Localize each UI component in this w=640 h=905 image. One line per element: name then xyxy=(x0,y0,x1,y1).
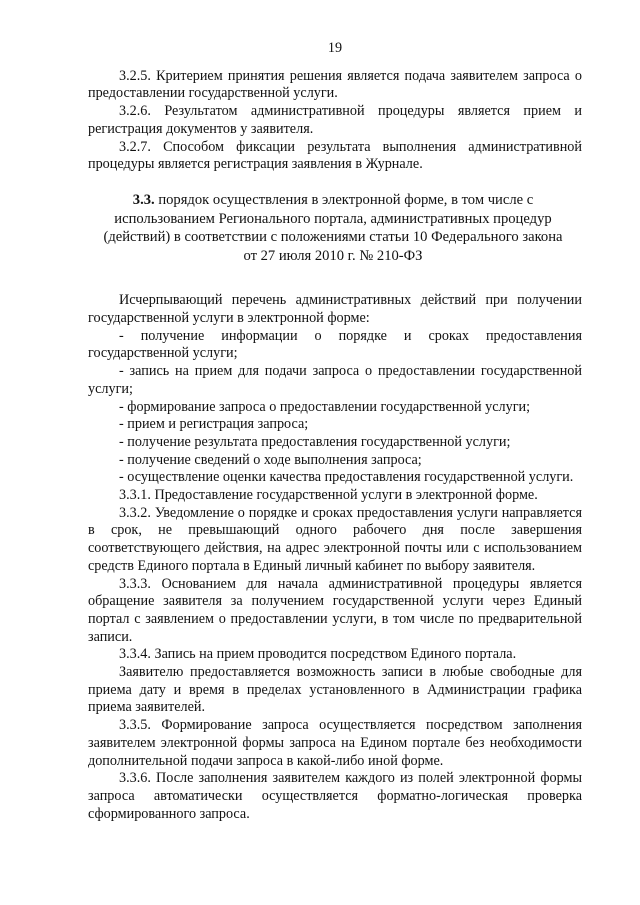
list-item: - осуществление оценки качества предоставления государственной услуги. xyxy=(119,469,574,486)
list-item: - прием и регистрация запроса; xyxy=(119,416,309,433)
paragraphs-after xyxy=(88,292,582,823)
page-number: 19 xyxy=(327,40,343,56)
paragraph-3-3-5: 3.3.5. Формирование запроса осуществляется посредством заполнения заявителем электронной формы запроса на Едином портале без необходимости дополнительной подачи запроса в какой-либо иной форме. xyxy=(88,717,582,769)
list-item: - получение сведений о ходе выполнения запроса; xyxy=(119,451,422,468)
paragraph-3-3-2: 3.3.2. Уведомление о порядке и сроках предоставления услуги направляется в срок, не превышающий одного рабочего дня после завершения соответствующего действия, на адрес электронной почты или с использованием средств Единого портала в Единый личный кабинет по выбору заявителя. xyxy=(88,504,582,574)
paragraph-3-3-1: 3.3.1. Предоставление государственной услуги в электронной форме. xyxy=(119,487,538,504)
paragraph-3-2-6: 3.2.6. Результатом административной процедуры является прием и регистрация документов у заявителя. xyxy=(88,103,582,137)
section-title xyxy=(102,191,564,265)
list-item: - получение информации о порядке и сроках предоставления государственной услуги; xyxy=(88,327,582,362)
list-item: - получение результата предоставления государственной услуги; xyxy=(119,433,511,450)
list-item: - формирование запроса о предоставлении государственной услуги; xyxy=(119,398,531,415)
paragraphs-before xyxy=(88,68,582,174)
paragraph-3-2-7: 3.2.7. Способом фиксации результата выполнения административной процедуры является регистрация заявления в Журнале. xyxy=(88,138,582,173)
section-number: 3.3. xyxy=(132,191,155,208)
list-item: - запись на прием для подачи запроса о предоставлении государственной услуги; xyxy=(88,363,582,397)
paragraph-3-3-4: 3.3.4. Запись на прием проводится посредством Единого портала. xyxy=(119,646,517,663)
paragraph-3-3-6: 3.3.6. После заполнения заявителем каждого из полей электронной формы запроса автоматически осуществляется форматно-логическая проверка сформированного запроса. xyxy=(88,770,582,822)
paragraph-3-3-3: 3.3.3. Основанием для начала административной процедуры является обращение заявителя за получением государственной услуги через Единый портал с заявлением о предоставлении услуги, в том числе по предварительной записи. xyxy=(88,575,582,645)
section-title-text: порядок осуществления в электронной форме, в том числе с использованием Регионального портала, административных процедур (действий) в соответствии с положениями статьи 10 Федерального закона от 27 июля 2010 г. № 210-ФЗ xyxy=(103,191,563,264)
paragraph-list-intro: Исчерпывающий перечень административных действий при получении государственной услуги в электронной форме: xyxy=(88,292,582,326)
paragraph-3-2-5: 3.2.5. Критерием принятия решения является подача заявителем запроса о предоставлении государственной услуги. xyxy=(88,67,582,102)
paragraph-3-3-4-b: Заявителю предоставляется возможность записи в любые свободные для приема дату и время в пределах установленного в Администрации графика приема заявителей. xyxy=(88,664,582,716)
